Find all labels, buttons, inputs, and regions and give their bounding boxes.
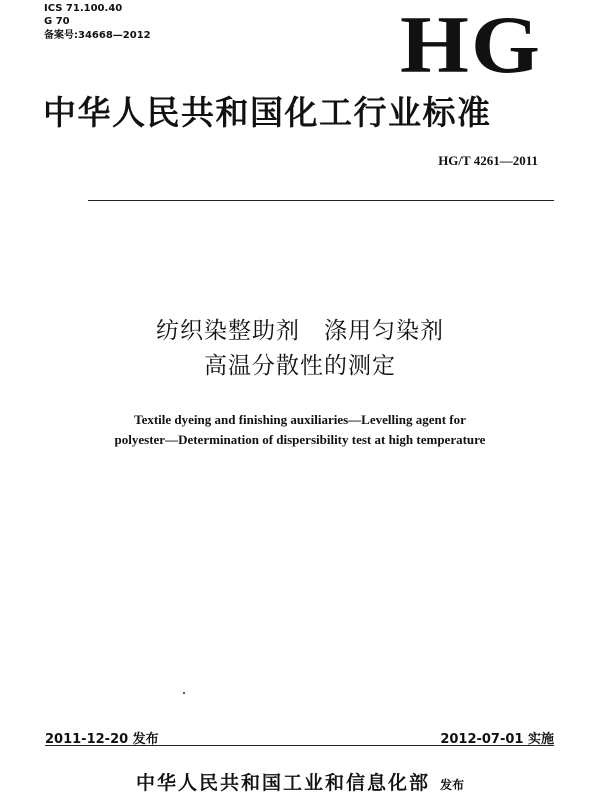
ics-code: ICS 71.100.40 (44, 3, 123, 14)
title-english-line-2: polyester—Determination of dispersibility test at high temperature (114, 432, 486, 447)
publisher-suffix: 发布 (440, 778, 465, 792)
implementation-date: 2012-07-01 实施 (440, 732, 554, 747)
standard-number: HG/T 4261—2011 (438, 153, 538, 168)
publisher (0, 768, 600, 795)
publisher-name: 中华人民共和国工业和信息化部 (135, 772, 430, 794)
standard-heading: 中华人民共和国化工行业标准 (43, 93, 492, 132)
hg-logo: HG (400, 0, 543, 90)
header-divider (88, 200, 554, 201)
footer-divider (45, 745, 554, 746)
record-number: 备案号:34668—2012 (44, 30, 151, 41)
title-chinese-line-1: 纺织染整助剂 涤用匀染剂 (156, 318, 444, 344)
title-chinese-line-2: 高温分散性的测定 (204, 353, 396, 379)
issue-date: 2011-12-20 发布 (45, 732, 159, 747)
title-english-line-1: Textile dyeing and finishing auxiliaries—Levelling agent for (134, 412, 466, 427)
scan-speck (183, 692, 185, 694)
classification-code: G 70 (44, 16, 70, 27)
